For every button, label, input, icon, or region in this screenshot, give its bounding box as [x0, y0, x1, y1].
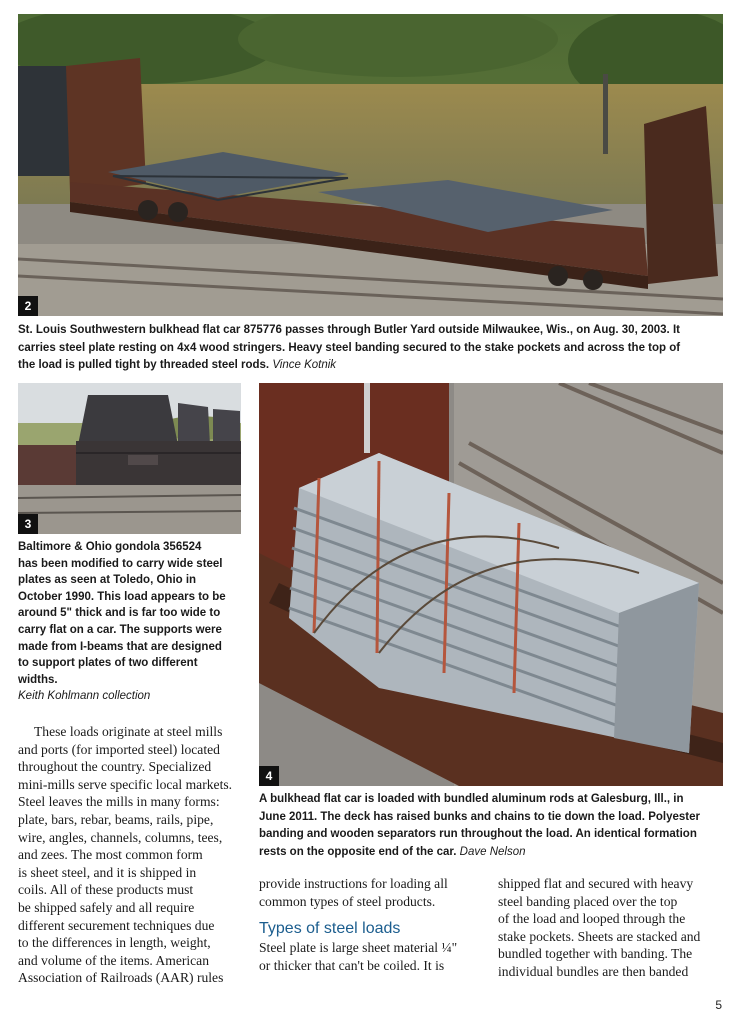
photo-credit: Vince Kotnik [272, 359, 337, 371]
body-line: to the differences in length, weight, [18, 935, 211, 951]
caption-line: the load is pulled tight by threaded steel rods. Vince Kotnik [18, 359, 337, 371]
body-line: provide instructions for loading all [259, 876, 448, 891]
photo-3-number-badge: 3 [18, 514, 38, 534]
photo-3-caption [18, 539, 250, 705]
caption-line: October 1990. This load appears to be [18, 590, 226, 603]
body-line: be shipped safely and all require [18, 899, 195, 915]
body-line: of the load and looped through the [498, 911, 686, 927]
body-line: Steel plate is large sheet material ¼" [259, 940, 458, 956]
body-line: stake pockets. Sheets are stacked and [498, 928, 701, 944]
caption-line: June 2011. The deck has raised bunks and chains to tie down the load. Polyester [259, 810, 700, 823]
body-line: coils. All of these products must [18, 882, 194, 898]
body-line: and zees. The most common form [18, 847, 203, 863]
body-line: throughout the country. Specialized [18, 759, 212, 775]
caption-line: carries steel plate resting on 4x4 wood stringers. Heavy steel banding secured to the stake pockets and across the top of [18, 341, 681, 354]
photo-credit: Keith Kohlmann collection [18, 690, 151, 703]
photo-2-image [18, 14, 723, 316]
body-line: Association of Railroads (AAR) rules [18, 970, 224, 986]
photo-4-number-badge: 4 [259, 766, 279, 786]
body-line: wire, angles, channels, columns, tees, [18, 829, 223, 845]
caption-line: to support plates of two different [18, 657, 198, 670]
photo-credit: Dave Nelson [459, 845, 526, 858]
photo-4-caption [259, 791, 737, 861]
body-line: individual bundles are then banded [498, 963, 689, 979]
photo-3-gondola [18, 383, 241, 534]
body-line: or thicker that can't be coiled. It is [259, 957, 445, 973]
body-line: shipped flat and secured with heavy [498, 876, 694, 891]
caption-line: widths. [18, 673, 58, 686]
caption-line: made from I-beams that are designed [18, 640, 222, 653]
caption-line: St. Louis Southwestern bulkhead flat car 875776 passes through Butler Yard outside Milwaukee, Wis., on Aug. 30, 2003. It [18, 324, 680, 336]
body-column-3 [498, 875, 730, 981]
caption-line: A bulkhead flat car is loaded with bundled aluminum rods at Galesburg, Ill., in [259, 793, 684, 805]
body-line: and volume of the items. American [18, 952, 210, 968]
caption-line: around 5" thick and is far too wide to [18, 607, 221, 620]
caption-line: has been modified to carry wide steel [18, 557, 223, 570]
body-line: Steel leaves the mills in many forms: [18, 794, 220, 810]
photo-3-image [18, 383, 241, 534]
caption-line: rests on the opposite end of the car. Dave Nelson [259, 845, 526, 858]
body-column-2 [259, 875, 489, 974]
body-line: common types of steel products. [259, 893, 436, 909]
caption-line: carry flat on a car. The supports were [18, 623, 222, 636]
body-line: steel banding placed over the top [498, 893, 678, 909]
photo-2-bulkhead-flat-car [18, 14, 723, 316]
body-line: and ports (for imported steel) located [18, 741, 220, 757]
body-line: plate, bars, rebar, beams, rails, pipe, [18, 811, 214, 827]
body-line: bundled together with banding. The [498, 946, 693, 962]
body-line: mini-mills serve specific local markets. [18, 776, 233, 792]
photo-4-aluminum-rods [259, 383, 723, 786]
photo-2-caption [18, 322, 730, 375]
caption-line: Baltimore & Ohio gondola 356524 [18, 541, 202, 553]
body-column-1 [18, 723, 250, 987]
caption-line: banding and wooden separators run throughout the load. An identical formation [259, 828, 697, 840]
body-line: is sheet steel, and it is shipped in [18, 864, 197, 880]
section-heading: Types of steel loads [259, 920, 401, 938]
caption-line: plates as seen at Toledo, Ohio in [18, 574, 197, 587]
body-line: different securement techniques due [18, 917, 215, 933]
photo-2-number-badge: 2 [18, 296, 38, 316]
body-line: These loads originate at steel mills [34, 724, 223, 739]
photo-4-image [259, 383, 723, 786]
page-number: 5 [715, 998, 722, 1012]
